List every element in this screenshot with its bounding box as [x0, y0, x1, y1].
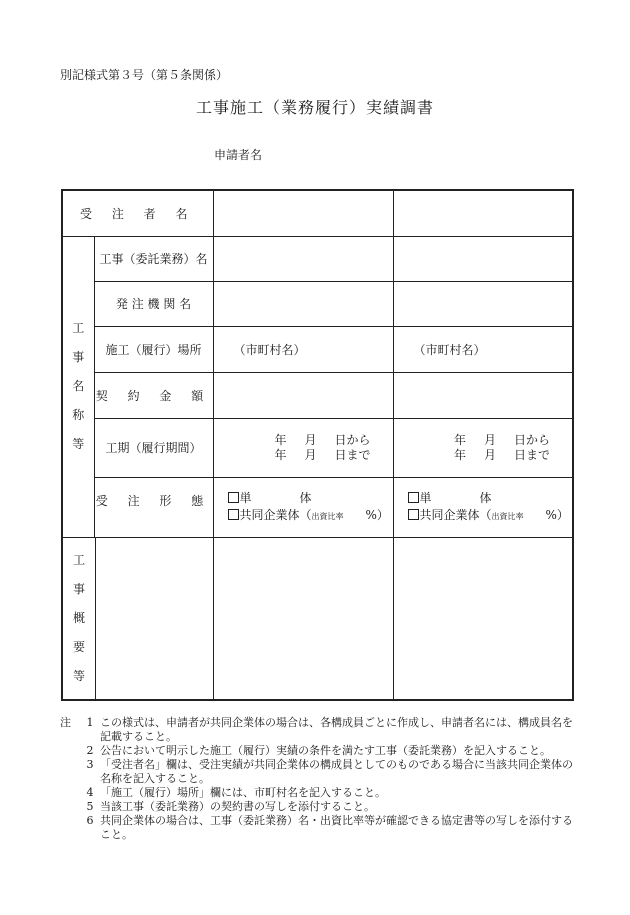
order-form-cell-2[interactable]: 単 体 共同企業体（出資比率 %） [393, 477, 573, 537]
project-summary-cell-1[interactable] [213, 537, 393, 700]
note-item: 5 当該工事（委託業務）の契約書の写しを添付すること。 [86, 800, 375, 813]
project-name-group-label: 工 事 名 称 等 [62, 236, 94, 537]
contractor-name-cell-2[interactable] [393, 190, 573, 236]
period-label: 工期（履行期間） [94, 418, 213, 477]
notes-head: 注 [60, 716, 71, 729]
jv-checkbox-2[interactable] [408, 509, 419, 520]
location-cell-2[interactable]: （市町村名） [393, 326, 573, 372]
note-item: 4 「施工（履行）場所」欄には、市町村名を記入すること。 [86, 786, 386, 799]
document-title: 工事施工（業務履行）実績調書 [195, 98, 434, 117]
notes [60, 716, 580, 842]
note-item: 注 1 この様式は、申請者が共同企業体の場合は、各構成員ごとに作成し、申請者名には、構成員名を記載すること。 [60, 716, 573, 743]
note-item: 6 共同企業体の場合は、工事（委託業務）名・出資比率等が確認できる協定書等の写しを添付すること。 [86, 814, 573, 841]
contract-amount-label: 契 約 金 額 [94, 372, 213, 418]
location-label: 施工（履行）場所 [94, 326, 213, 372]
jv-checkbox[interactable] [228, 509, 239, 520]
project-summary-cell-2[interactable] [393, 537, 573, 700]
contractor-name-cell-1[interactable] [213, 190, 393, 236]
period-cell-2[interactable]: 年 月 日から 年 月 日まで [393, 418, 573, 477]
order-form-label: 受 注 形 態 [94, 477, 213, 537]
ordering-agency-label: 発 注 機 関 名 [94, 281, 213, 326]
form-number: 別記様式第３号（第５条関係） [60, 68, 229, 82]
applicant-name-label: 申請者名 [214, 148, 263, 162]
note-item: 3 「受注者名」欄は、受注実績が共同企業体の構成員としてのものである場合に当該共同企業体の名称を記入すること。 [86, 758, 573, 785]
track-record-table [61, 189, 574, 701]
summary-row-label [62, 537, 213, 700]
project-summary-blank [96, 538, 213, 699]
contract-amount-cell-2[interactable] [393, 372, 573, 418]
ordering-agency-cell-2[interactable] [393, 281, 573, 326]
project-name-cell-1[interactable] [213, 236, 393, 281]
period-cell-1[interactable]: 年 月 日から 年 月 日まで [213, 418, 393, 477]
single-checkbox-2[interactable] [408, 492, 419, 503]
single-checkbox[interactable] [228, 492, 239, 503]
contract-amount-cell-1[interactable] [213, 372, 393, 418]
note-item: 2 公告において明示した施工（履行）実績の条件を満たす工事（委託業務）を記入すること。 [86, 744, 551, 757]
location-cell-1[interactable]: （市町村名） [213, 326, 393, 372]
order-form-cell-1[interactable]: 単 体 共同企業体（出資比率 %） [213, 477, 393, 537]
contractor-name-label: 受 注 者 名 [62, 190, 213, 236]
project-name-label: 工事（委託業務）名 [94, 236, 213, 281]
project-summary-label: 工 事 概 要 等 [63, 538, 96, 699]
project-name-cell-2[interactable] [393, 236, 573, 281]
ordering-agency-cell-1[interactable] [213, 281, 393, 326]
